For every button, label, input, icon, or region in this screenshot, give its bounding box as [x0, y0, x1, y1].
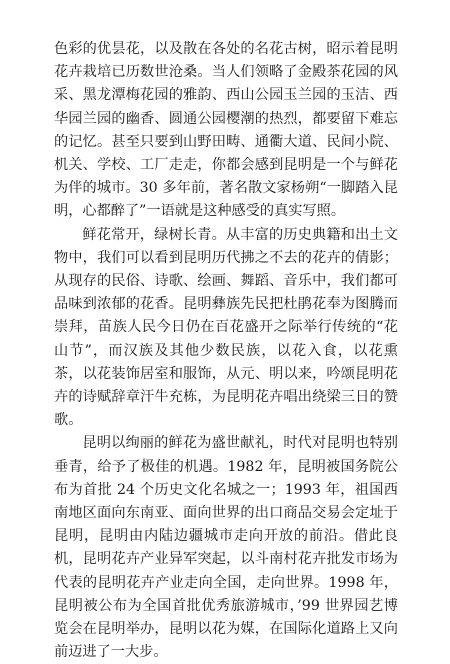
- paragraph-2: 鲜花常开，绿树长青。从丰富的历史典籍和出土文物中，我们可以看到昆明历代拂之不去的花卉的倩影；从现存的民俗、诗歌、绘画、舞蹈、音乐中，我们都可品味到浓郁的花香。昆明彝族先民把杜鹃花奉为图腾而崇拜，苗族人民今日仍在百花盛开之际举行传统的“花山节”，而汉族及其他少数民族，以花入食，以花熏茶，以花装饰居室和服饰，从元、明以来，吟颂昆明花卉的诗赋辞章汗牛充栋，为昆明花卉唱出绕梁三日的赞歌。: [54, 226, 398, 429]
- paragraph-3: 昆明以绚丽的鲜花为盛世献礼，时代对昆明也特别垂青，给予了极佳的机遇。1982 年，昆明被国务院公布为首批 24 个历史文化名城之一；1993 年，祖国西南地区面向东南亚、面向世界的出口商品交易会定址于昆明，昆明由内陆边疆城市走向开放的前沿。借此良机，昆明花卉产业异军突起，以斗南村花卉批发市场为代表的昆明花卉产业走向全国，走向世界。1998 年，昆明被公布为全国首批优秀旅游城市，’99 世界园艺博览会在昆明举办，昆明以花为媒，在国际化道路上又向前迈进了一大步。: [54, 435, 398, 661]
- paragraph-1: 色彩的优昙花，以及散在各处的名花古树，昭示着昆明花卉栽培已历数世沧桑。当人们领略了金殿茶花园的风采、黑龙潭梅花园的雅韵、西山公园玉兰园的玉洁、西华园兰园的幽香、圆通公园樱潮的热烈，都要留下难忘的记忆。甚至只要到山野田畴、通衢大道、民间小院、机关、学校、工厂走走，你都会感到昆明是一个与鲜花为伴的城市。30 多年前，著名散文家杨朔“一脚踏入昆明，心都醉了”一语就是这种感受的真实写照。: [54, 41, 398, 220]
- body-text: [54, 38, 398, 664]
